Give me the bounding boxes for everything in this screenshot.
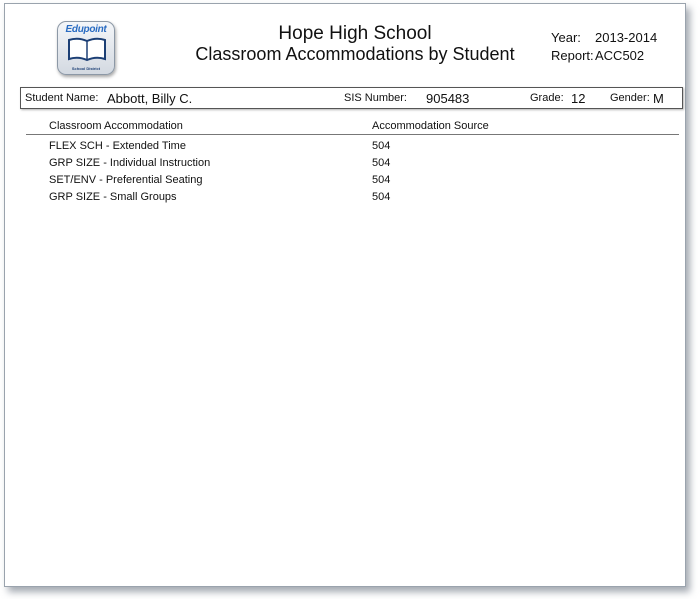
table-row-source: 504 [372,140,391,152]
year-label: Year: [551,30,581,45]
logo-brand-text: Edupoint [65,24,107,35]
year-value: 2013-2014 [595,30,658,45]
report-title: Classroom Accommodations by Student [195,44,515,64]
table-row-source: 504 [372,157,391,169]
edupoint-logo [57,21,115,75]
gender-label: Gender: [610,92,650,104]
report-label: Report: [551,48,594,63]
school-name: Hope High School [278,23,432,44]
column-header-source: Accommodation Source [372,120,489,132]
student-name-value: Abbott, Billy C. [107,91,193,106]
report-page [4,3,686,587]
sis-number-label: SIS Number: [344,92,407,104]
student-name-label: Student Name: [25,92,99,104]
sis-number-value: 905483 [426,91,470,106]
student-info-bar [20,87,683,109]
table-row-source: 504 [372,174,391,186]
open-book-icon [67,37,107,63]
grade-label: Grade: [530,92,564,104]
table-row-accommodation: SET/ENV - Preferential Seating [49,174,203,186]
table-row-accommodation: FLEX SCH - Extended Time [49,140,186,152]
table-row-source: 504 [372,191,391,203]
gender-value: M [653,91,664,106]
table-row-accommodation: GRP SIZE - Small Groups [49,191,177,203]
header-divider [26,134,679,135]
table-row-accommodation: GRP SIZE - Individual Instruction [49,157,211,169]
column-header-accommodation: Classroom Accommodation [49,120,183,132]
report-value: ACC502 [595,48,645,63]
grade-value: 12 [571,91,586,106]
logo-subtitle: School District [71,66,101,71]
